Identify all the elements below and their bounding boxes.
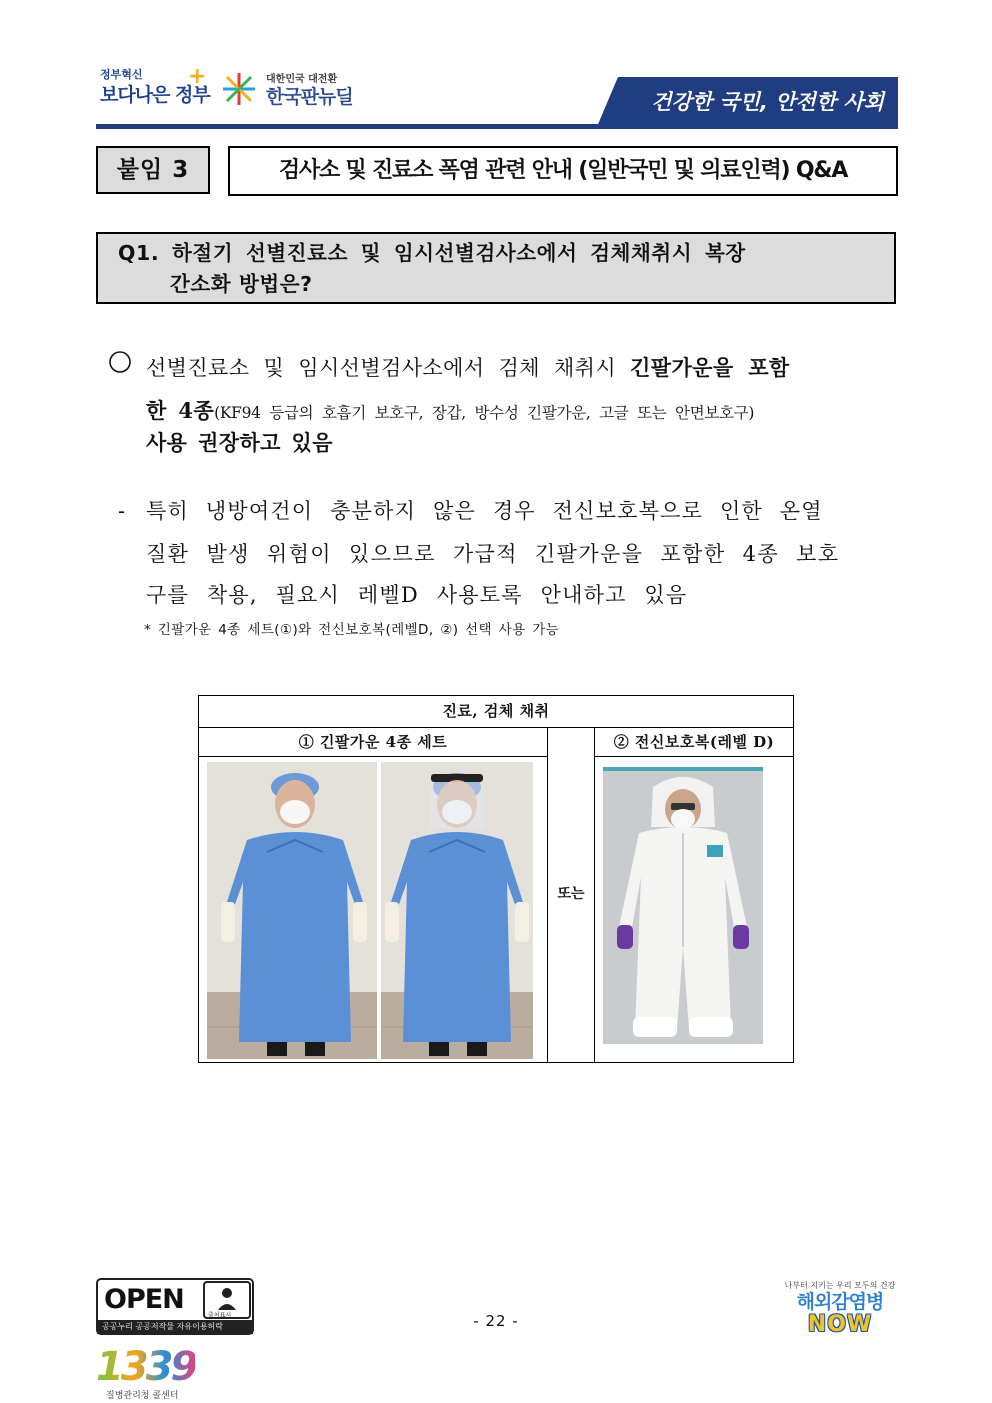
open-badge: 출처표시 — [208, 1312, 232, 1319]
circle-bullet-icon — [108, 350, 132, 380]
logo-title: 보다나은 정부 — [100, 84, 210, 106]
plus-icon: + — [188, 64, 207, 89]
page-number: - 22 - — [473, 1312, 519, 1330]
coverall-photo — [603, 767, 763, 1044]
attachment-tag: 붙임 3 — [96, 146, 210, 194]
answer-paragraph-2-line-3: 구를 착용, 필요시 레벨D 사용토록 안내하고 있음 — [146, 583, 688, 607]
table-col-gown-set: ① 긴팔가운 4종 세트 — [198, 727, 548, 757]
overseas-infectious-disease-now-logo — [780, 1280, 900, 1340]
new-deal-title: 한국판뉴딜 — [266, 86, 353, 108]
answer-p1-detail: (KF94 등급의 호흡기 보호구, 장갑, 방수성 긴팔가운, 고글 또는 안면보호구) — [214, 404, 755, 422]
question-line-1: Q1. 하절기 선별진료소 및 임시선별검사소에서 검체채취시 복장 — [118, 241, 746, 265]
header-divider — [96, 124, 898, 129]
answer-p1-emphasis-2: 한 4종 — [146, 398, 215, 423]
call-center-number: 1339 — [96, 1344, 196, 1390]
now-logo-now: NOW — [807, 1312, 873, 1337]
call-center-caption: 질병관리청 콜센터 — [106, 1391, 179, 1401]
question-box — [96, 232, 896, 304]
coverall-photo-cell — [594, 756, 794, 1063]
answer-paragraph-1-line-3: 사용 권장하고 있음 — [146, 430, 333, 455]
korean-new-deal-logo — [222, 70, 362, 110]
question-line-2: 간소화 방법은? — [170, 272, 313, 296]
answer-paragraph-1-line-1 — [146, 346, 790, 390]
new-deal-subtitle: 대한민국 대전환 — [266, 74, 338, 85]
slogan-banner — [596, 77, 898, 129]
table-header: 진료, 검체 채취 — [198, 695, 794, 728]
dash-bullet: - — [118, 499, 126, 523]
gown-photos-cell — [198, 756, 548, 1063]
new-deal-star-icon — [222, 72, 256, 106]
slogan-text: 건강한 국민, 안전한 사회 — [651, 90, 884, 114]
now-logo-caption: 나부터 지키는 우리 모두의 건강 — [784, 1281, 896, 1290]
answer-paragraph-2-line-1: 특히 냉방여건이 충분하지 않은 경우 전신보호복으로 인한 온열 — [146, 499, 823, 523]
footnote: * 긴팔가운 4종 세트(①)와 전신보호복(레벨D, ②) 선택 사용 가능 — [144, 622, 560, 638]
table-or-cell — [547, 727, 595, 1063]
table-col-coverall: ② 전신보호복(레벨 D) — [594, 727, 794, 757]
kdca-1339-call-center-logo — [96, 1346, 216, 1402]
gown-photo-front — [207, 762, 377, 1059]
answer-paragraph-2-line-2: 질환 발생 위험이 있으므로 가급적 긴팔가운을 포함한 4종 보호 — [146, 542, 840, 566]
open-caption: 공공누리 공공저작물 자유이용허락 — [102, 1322, 224, 1331]
attachment-title: 검사소 및 진료소 폭염 관련 안내 (일반국민 및 의료인력) Q&A — [228, 146, 898, 196]
answer-p1-emphasis: 긴팔가운을 포함 — [630, 355, 790, 380]
government-innovation-logo — [100, 64, 210, 112]
answer-p1-text: 선별진료소 및 임시선별검사소에서 검체 채취시 — [146, 356, 631, 380]
table-or-label: 또는 — [557, 886, 585, 902]
logo-subtitle: 정부혁신 — [100, 68, 143, 81]
open-label: OPEN — [104, 1284, 184, 1315]
ppe-table — [198, 695, 794, 1063]
now-logo-title: 해외감염병 — [796, 1291, 884, 1313]
gown-photo-face-shield — [381, 762, 533, 1059]
